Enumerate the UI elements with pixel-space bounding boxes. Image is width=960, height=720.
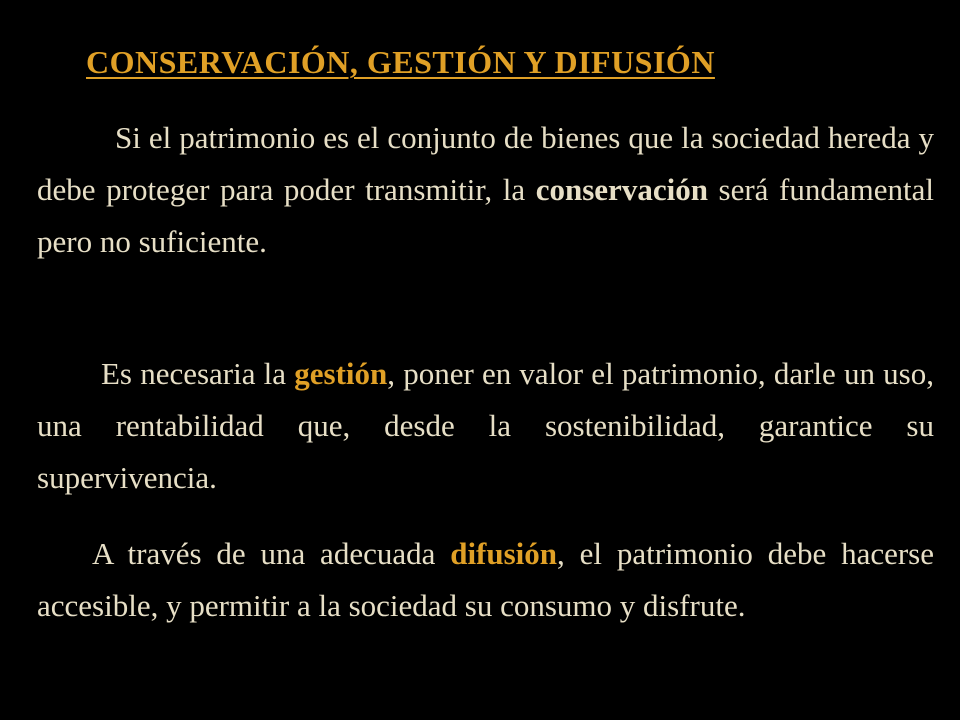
paragraph-text: Es necesaria la	[101, 356, 295, 391]
keyword-gestion: gestión	[294, 356, 388, 391]
keyword-difusion: difusión	[450, 536, 558, 571]
keyword-conservacion: conservación	[535, 172, 708, 207]
paragraph-text: será fundamental pero no suficiente.	[37, 172, 934, 259]
paragraph-text: , el patrimonio debe hacerse accesible, y permitir a la sociedad su consumo y disfrute.	[37, 536, 934, 623]
paragraph-text: , poner en valor el patrimonio, darle un uso, una rentabilidad que, desde la sostenibilidad, garantice su supervivencia.	[37, 356, 934, 495]
slide-title: CONSERVACIÓN, GESTIÓN Y DIFUSIÓN	[86, 44, 715, 80]
paragraph-difusion	[37, 528, 934, 632]
paragraph-gestion	[37, 348, 934, 504]
paragraph-text: A través de una adecuada	[92, 536, 451, 571]
paragraph-conservacion	[37, 112, 934, 268]
paragraph-text: Si el patrimonio es el conjunto de bienes que la sociedad hereda y debe proteger para poder transmitir, la	[37, 120, 934, 207]
